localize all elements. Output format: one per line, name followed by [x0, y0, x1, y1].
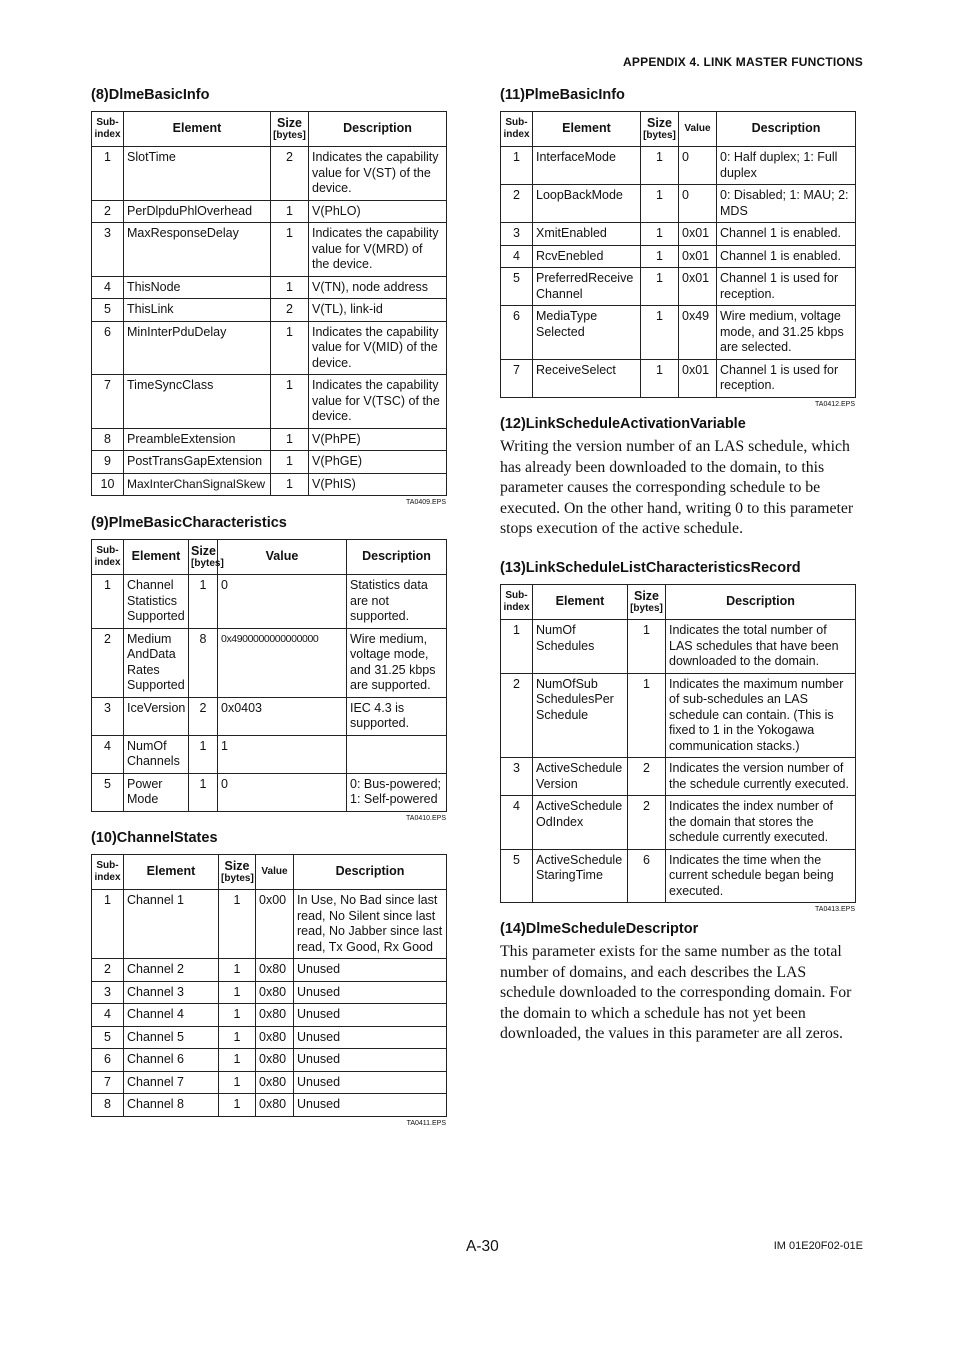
cell-size: 1: [641, 223, 679, 246]
cell-size: 1: [641, 147, 679, 185]
table-row: [92, 451, 447, 474]
cell-desc: Channel 1 is enabled.: [717, 245, 856, 268]
cell-element: Channel 2: [124, 959, 219, 982]
cell-element: XmitEnabled: [533, 223, 641, 246]
cell-size: 1: [219, 959, 256, 982]
table-row: [92, 200, 447, 223]
cell-value: 0x80: [256, 981, 294, 1004]
cell-element: MaxResponseDelay: [124, 223, 271, 277]
table-row: [92, 1094, 447, 1117]
cell-value: 0x80: [256, 959, 294, 982]
cell-desc: Unused: [294, 981, 447, 1004]
cell-value: 0x49: [679, 306, 717, 360]
cell-size: 1: [641, 268, 679, 306]
page-header: APPENDIX 4. LINK MASTER FUNCTIONS: [623, 55, 863, 69]
cell-size: 1: [189, 575, 218, 629]
table-row: [92, 1071, 447, 1094]
cell-sub: 10: [92, 473, 124, 496]
cell-desc: V(PhPE): [309, 428, 447, 451]
cell-element: Medium AndData Rates Supported: [124, 628, 189, 697]
table-row: [92, 1049, 447, 1072]
section-paragraph: This parameter exists for the same number as the total number of domains, and each describes the LAS schedule downloaded to the corresponding domain. For the domain to which a schedule has not yet been downloaded, the values in this parameter are all zeros.: [500, 943, 852, 1042]
column-header-element: Element: [533, 585, 628, 620]
table-row: [501, 673, 856, 758]
cell-sub: 1: [92, 890, 124, 959]
cell-element: PreferredReceive Channel: [533, 268, 641, 306]
cell-size: 1: [271, 451, 309, 474]
cell-desc: Unused: [294, 1094, 447, 1117]
cell-size: 1: [219, 1071, 256, 1094]
cell-size: 2: [271, 147, 309, 201]
cell-sub: 7: [501, 359, 533, 397]
cell-sub: 7: [92, 1071, 124, 1094]
cell-element: MaxInterChanSignalSkew: [124, 473, 271, 496]
cell-element: NumOf Channels: [124, 735, 189, 773]
column-header-description: Description: [294, 855, 447, 890]
cell-sub: 4: [92, 1004, 124, 1027]
cell-element: NumOf Schedules: [533, 620, 628, 674]
cell-desc: In Use, No Bad since last read, No Silent since last read, No Jabber since last read, Tx Good, Rx Good: [294, 890, 447, 959]
cell-desc: V(PhGE): [309, 451, 447, 474]
column-header-subindex: Sub- index: [92, 540, 124, 575]
cell-element: PostTransGapExtension: [124, 451, 271, 474]
section-title: (12)LinkScheduleActivationVariable: [500, 416, 746, 432]
link-schedule-list-table: [500, 584, 856, 903]
cell-value: 1: [218, 735, 347, 773]
cell-size: 1: [271, 321, 309, 375]
table-row: [501, 620, 856, 674]
cell-size: 1: [271, 200, 309, 223]
section-plme-basic-characteristics: [91, 515, 446, 822]
column-header-size: Size [bytes]: [628, 585, 666, 620]
cell-sub: 9: [92, 451, 124, 474]
cell-element: ThisNode: [124, 276, 271, 299]
cell-sub: 5: [92, 1026, 124, 1049]
cell-size: 1: [271, 223, 309, 277]
cell-size: 1: [271, 276, 309, 299]
cell-desc: Unused: [294, 1071, 447, 1094]
cell-desc: V(PhIS): [309, 473, 447, 496]
cell-value: 0x01: [679, 245, 717, 268]
table-row: [92, 473, 447, 496]
cell-sub: 2: [501, 673, 533, 758]
cell-desc: V(TL), link-id: [309, 299, 447, 322]
table-row: [92, 735, 447, 773]
page-number: A-30: [466, 1238, 499, 1255]
cell-sub: 3: [92, 981, 124, 1004]
cell-sub: 5: [501, 268, 533, 306]
cell-value: 0x00: [256, 890, 294, 959]
cell-element: InterfaceMode: [533, 147, 641, 185]
plme-basic-info-table: [500, 111, 856, 398]
cell-value: 0x01: [679, 223, 717, 246]
column-header-value: Value: [218, 540, 347, 575]
cell-sub: 7: [92, 375, 124, 429]
cell-size: 8: [189, 628, 218, 697]
section-paragraph: Writing the version number of an LAS schedule, which has already been downloaded to the domain, to this parameter causes the corresponding schedule to be executed. On the other hand, writing 0 to this parameter stops execution of the active schedule.: [500, 438, 854, 537]
cell-desc: V(TN), node address: [309, 276, 447, 299]
cell-desc: Indicates the capability value for V(TSC) of the device.: [309, 375, 447, 429]
cell-element: IceVersion: [124, 697, 189, 735]
section-title: (10)ChannelStates: [91, 830, 218, 846]
section-link-schedule-list-characteristics: [500, 560, 855, 913]
cell-size: 1: [271, 473, 309, 496]
cell-size: 1: [219, 1094, 256, 1117]
table-row: [501, 758, 856, 796]
cell-value: 0x4900000000000000: [218, 628, 347, 697]
cell-size: 1: [628, 673, 666, 758]
column-header-subindex: Sub- index: [501, 585, 533, 620]
table-row: [92, 428, 447, 451]
cell-size: 1: [641, 185, 679, 223]
cell-element: ThisLink: [124, 299, 271, 322]
table-row: [501, 245, 856, 268]
cell-desc: V(PhLO): [309, 200, 447, 223]
document-id: IM 01E20F02-01E: [773, 1240, 863, 1252]
cell-desc: [347, 735, 447, 773]
section-title: (13)LinkScheduleListCharacteristicsRecord: [500, 560, 801, 576]
section-channel-states: [91, 830, 446, 1127]
cell-desc: Indicates the capability value for V(ST) of the device.: [309, 147, 447, 201]
cell-sub: 1: [92, 575, 124, 629]
cell-element: Channel 1: [124, 890, 219, 959]
cell-size: 1: [641, 245, 679, 268]
cell-sub: 5: [92, 299, 124, 322]
column-header-subindex: Sub- index: [501, 112, 533, 147]
table-row: [92, 321, 447, 375]
cell-sub: 2: [92, 628, 124, 697]
table-row: [92, 375, 447, 429]
section-title: (8)DlmeBasicInfo: [91, 87, 210, 103]
cell-desc: Indicates the time when the current schedule began being executed.: [666, 849, 856, 903]
cell-desc: Indicates the capability value for V(MRD) of the device.: [309, 223, 447, 277]
column-header-value: Value: [679, 112, 717, 147]
cell-element: LoopBackMode: [533, 185, 641, 223]
table-row: [92, 276, 447, 299]
cell-value: 0x80: [256, 1071, 294, 1094]
table-row: [92, 1026, 447, 1049]
cell-desc: Wire medium, voltage mode, and 31.25 kbps are supported.: [347, 628, 447, 697]
cell-desc: Indicates the total number of LAS schedules that have been downloaded to the domain.: [666, 620, 856, 674]
cell-sub: 3: [92, 697, 124, 735]
cell-size: 1: [189, 735, 218, 773]
table-row: [92, 890, 447, 959]
cell-element: ReceiveSelect: [533, 359, 641, 397]
cell-sub: 4: [92, 735, 124, 773]
cell-sub: 2: [92, 200, 124, 223]
cell-sub: 1: [92, 147, 124, 201]
column-header-subindex: Sub- index: [92, 855, 124, 890]
cell-sub: 3: [501, 758, 533, 796]
table-row: [92, 575, 447, 629]
column-header-element: Element: [124, 112, 271, 147]
cell-size: 1: [628, 620, 666, 674]
cell-element: RcvEnebled: [533, 245, 641, 268]
cell-sub: 1: [501, 620, 533, 674]
cell-size: 1: [219, 890, 256, 959]
cell-desc: 0: Disabled; 1: MAU; 2: MDS: [717, 185, 856, 223]
cell-desc: Indicates the index number of the domain that stores the schedule currently executed.: [666, 796, 856, 850]
cell-desc: Statistics data are not supported.: [347, 575, 447, 629]
cell-sub: 3: [92, 223, 124, 277]
section-dlme-basic-info: [91, 87, 446, 506]
cell-value: 0: [679, 185, 717, 223]
cell-element: MinInterPduDelay: [124, 321, 271, 375]
cell-desc: Wire medium, voltage mode, and 31.25 kbps are selected.: [717, 306, 856, 360]
table-row: [92, 697, 447, 735]
table-row: [501, 223, 856, 246]
table-row: [92, 628, 447, 697]
cell-element: PerDlpduPhlOverhead: [124, 200, 271, 223]
column-header-element: Element: [124, 855, 219, 890]
cell-value: 0x0403: [218, 697, 347, 735]
cell-sub: 5: [501, 849, 533, 903]
dlme-basic-info-table: [91, 111, 447, 496]
cell-desc: Unused: [294, 1026, 447, 1049]
cell-desc: Channel 1 is used for reception.: [717, 359, 856, 397]
cell-sub: 6: [92, 1049, 124, 1072]
cell-value: 0x01: [679, 359, 717, 397]
table-row: [92, 147, 447, 201]
section-plme-basic-info: [500, 87, 855, 408]
column-header-element: Element: [533, 112, 641, 147]
cell-element: ActiveSchedule StaringTime: [533, 849, 628, 903]
cell-value: 0: [218, 773, 347, 811]
cell-element: SlotTime: [124, 147, 271, 201]
cell-element: Channel 6: [124, 1049, 219, 1072]
table-row: [501, 147, 856, 185]
cell-value: 0x01: [679, 268, 717, 306]
cell-element: Channel 3: [124, 981, 219, 1004]
table-row: [501, 268, 856, 306]
cell-desc: Indicates the version number of the schedule currently executed.: [666, 758, 856, 796]
table-row: [501, 185, 856, 223]
cell-element: Channel 8: [124, 1094, 219, 1117]
cell-size: 1: [219, 981, 256, 1004]
column-header-description: Description: [666, 585, 856, 620]
column-header-size: Size [bytes]: [189, 540, 218, 575]
cell-desc: Unused: [294, 1049, 447, 1072]
cell-element: ActiveSchedule Version: [533, 758, 628, 796]
cell-size: 2: [271, 299, 309, 322]
column-header-value: Value: [256, 855, 294, 890]
cell-sub: 4: [501, 245, 533, 268]
cell-size: 1: [189, 773, 218, 811]
cell-sub: 6: [92, 321, 124, 375]
figure-code: TA0413.EPS: [815, 906, 855, 913]
cell-element: MediaType Selected: [533, 306, 641, 360]
column-header-element: Element: [124, 540, 189, 575]
cell-sub: 8: [92, 1094, 124, 1117]
cell-sub: 5: [92, 773, 124, 811]
table-row: [501, 849, 856, 903]
plme-basic-characteristics-table: [91, 539, 447, 812]
table-row: [92, 959, 447, 982]
column-header-subindex: Sub- index: [92, 112, 124, 147]
figure-code: TA0409.EPS: [406, 499, 446, 506]
cell-sub: 2: [501, 185, 533, 223]
section-title: (11)PlmeBasicInfo: [500, 87, 625, 103]
cell-element: Channel 4: [124, 1004, 219, 1027]
cell-size: 1: [219, 1049, 256, 1072]
cell-size: 2: [628, 758, 666, 796]
table-row: [92, 981, 447, 1004]
cell-value: 0: [679, 147, 717, 185]
column-header-description: Description: [347, 540, 447, 575]
cell-size: 1: [271, 428, 309, 451]
cell-size: 1: [219, 1004, 256, 1027]
table-row: [92, 299, 447, 322]
channel-states-table: [91, 854, 447, 1117]
cell-sub: 4: [501, 796, 533, 850]
cell-size: 2: [628, 796, 666, 850]
cell-desc: Channel 1 is used for reception.: [717, 268, 856, 306]
cell-value: 0: [218, 575, 347, 629]
cell-sub: 8: [92, 428, 124, 451]
cell-element: PreambleExtension: [124, 428, 271, 451]
column-header-size: Size [bytes]: [219, 855, 256, 890]
cell-sub: 2: [92, 959, 124, 982]
cell-sub: 1: [501, 147, 533, 185]
figure-code: TA0411.EPS: [406, 1119, 446, 1127]
cell-desc: Unused: [294, 1004, 447, 1027]
cell-value: 0x80: [256, 1026, 294, 1049]
cell-element: TimeSyncClass: [124, 375, 271, 429]
cell-desc: Indicates the maximum number of sub-schedules an LAS schedule can contain. (This is fixed to 1 in the Yokogawa communication stacks.): [666, 673, 856, 758]
table-row: [501, 359, 856, 397]
cell-size: 2: [189, 697, 218, 735]
figure-code: TA0412.EPS: [815, 400, 855, 408]
cell-sub: 3: [501, 223, 533, 246]
cell-size: 1: [641, 306, 679, 360]
table-row: [92, 773, 447, 811]
column-header-size: Size [bytes]: [271, 112, 309, 147]
cell-sub: 4: [92, 276, 124, 299]
figure-code: TA0410.EPS: [406, 814, 446, 822]
cell-element: Channel Statistics Supported: [124, 575, 189, 629]
cell-size: 1: [271, 375, 309, 429]
cell-element: NumOfSub SchedulesPer Schedule: [533, 673, 628, 758]
table-row: [501, 306, 856, 360]
cell-desc: Channel 1 is enabled.: [717, 223, 856, 246]
cell-element: Channel 5: [124, 1026, 219, 1049]
cell-size: 1: [219, 1026, 256, 1049]
table-row: [92, 223, 447, 277]
cell-desc: Unused: [294, 959, 447, 982]
cell-desc: IEC 4.3 is supported.: [347, 697, 447, 735]
cell-size: 1: [641, 359, 679, 397]
section-title: (9)PlmeBasicCharacteristics: [91, 515, 287, 531]
cell-size: 6: [628, 849, 666, 903]
cell-desc: Indicates the capability value for V(MID) of the device.: [309, 321, 447, 375]
cell-value: 0x80: [256, 1004, 294, 1027]
column-header-size: Size [bytes]: [641, 112, 679, 147]
section-link-schedule-activation: [500, 416, 865, 540]
cell-element: Channel 7: [124, 1071, 219, 1094]
cell-sub: 6: [501, 306, 533, 360]
cell-value: 0x80: [256, 1049, 294, 1072]
cell-value: 0x80: [256, 1094, 294, 1117]
column-header-description: Description: [717, 112, 856, 147]
section-title: (14)DlmeScheduleDescriptor: [500, 921, 699, 937]
table-row: [501, 796, 856, 850]
column-header-description: Description: [309, 112, 447, 147]
table-row: [92, 1004, 447, 1027]
cell-element: ActiveSchedule OdIndex: [533, 796, 628, 850]
cell-desc: 0: Half duplex; 1: Full duplex: [717, 147, 856, 185]
section-dlme-schedule-descriptor: [500, 921, 865, 1045]
cell-element: Power Mode: [124, 773, 189, 811]
cell-desc: 0: Bus-powered; 1: Self-powered: [347, 773, 447, 811]
